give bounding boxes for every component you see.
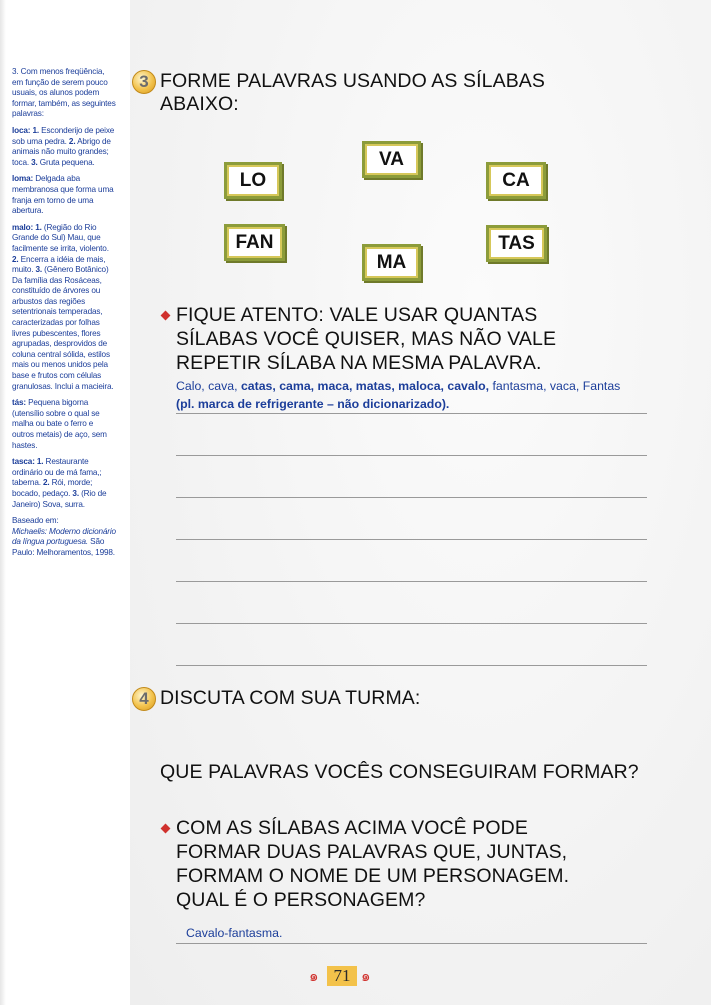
- swirl-ornament-right-icon: ๑: [361, 967, 371, 985]
- page-number: 71: [327, 966, 357, 986]
- answer-text: Calo, cava,: [176, 379, 241, 393]
- def-text: (Rio de Janeiro) Sova, surra.: [12, 488, 107, 509]
- section4-task-line4: QUAL É O PERSONAGEM?: [176, 889, 426, 911]
- term-tas: tás:: [12, 398, 26, 408]
- section4-task-line3: FORMAM O NOME DE UM PERSONAGEM.: [176, 865, 570, 887]
- answer-line: [176, 497, 647, 498]
- section4-question: QUE PALAVRAS VOCÊS CONSEGUIRAM FORMAR?: [160, 761, 639, 783]
- def-number: 2.: [12, 254, 19, 264]
- def-text: Rói, morde; bocado, pedaço.: [12, 478, 93, 498]
- section4-answer: Cavalo-fantasma.: [186, 926, 283, 940]
- term-loma: loma:: [12, 174, 34, 184]
- def-number: 1.: [36, 457, 44, 467]
- syllable-card-tas: TAS: [486, 225, 547, 262]
- def-number: 1.: [35, 222, 42, 232]
- section3-heading-line1: FORME PALAVRAS USANDO AS SÍLABAS: [160, 70, 546, 92]
- answer-text-bold: catas, cama, maca, matas, maloca, cavalo,: [240, 379, 493, 393]
- syllable-card-va: VA: [362, 141, 421, 178]
- def-number: 2.: [68, 136, 76, 146]
- definition-tas: [12, 398, 117, 451]
- section-number-4: 4: [132, 687, 156, 711]
- source-citation: [12, 516, 117, 558]
- source-publisher: São Paulo: Melhoramentos, 1998.: [12, 537, 115, 557]
- def-number: 3.: [35, 265, 43, 275]
- section4-task-line2: FORMAR DUAS PALAVRAS QUE, JUNTAS,: [176, 841, 568, 863]
- definition-loma: [12, 174, 117, 216]
- term-tasca: tasca:: [12, 457, 35, 467]
- term-malo: malo:: [12, 222, 34, 232]
- def-text: Delgada aba membranosa que forma uma franja em torno de uma abertura.: [12, 174, 114, 216]
- def-text: Encerra a idéia de mais, muito.: [12, 254, 106, 275]
- answer-line: [176, 413, 647, 414]
- source-label: Baseado em:: [12, 516, 59, 526]
- teacher-notes-sidebar: [12, 67, 117, 565]
- def-number: 1.: [32, 125, 40, 135]
- def-text: Pequena bigorna (utensílio sobre o qual se malha ou bate o ferro e outros metais) de aço, sem hastes.: [12, 398, 107, 450]
- section3-answer-line2: [176, 396, 449, 413]
- section3-heading-line2: ABAIXO:: [160, 93, 239, 115]
- definition-loca: [12, 126, 117, 168]
- answer-line: [176, 455, 647, 456]
- def-number: 2.: [42, 478, 50, 488]
- syllable-card-fan: FAN: [224, 224, 285, 261]
- section3-rule-line2: SÍLABAS VOCÊ QUISER, MAS NÃO VALE: [176, 328, 557, 350]
- section3-rule-line3: REPETIR SÍLABA NA MESMA PALAVRA.: [176, 352, 542, 374]
- def-text: Restaurante ordinário ou de má fama,; taberna.: [12, 457, 102, 488]
- answer-text-bold: (pl. marca de refrigerante – não dicionarizado).: [176, 397, 450, 411]
- def-text: (Gênero Botânico) Da família das Rosáceas, constituído de árvores ou arbustos das regiões setentrionais temperadas, caracterizadas por folhas livres pubescentes, flores agrupadas, desprovidos de coluna central sólida, estilos mais ou menos unidos pela base e frutos com células granulosas. Inclui a macieira.: [12, 265, 114, 391]
- def-text: Esconderijo de peixe sob uma pedra.: [12, 125, 115, 146]
- answer-line: [176, 943, 647, 944]
- section-number-3: 3: [132, 70, 156, 94]
- syllable-card-ma: MA: [362, 244, 421, 281]
- answer-line: [176, 665, 647, 666]
- definition-malo: [12, 223, 117, 393]
- answer-line: [176, 539, 647, 540]
- definition-tasca: [12, 457, 117, 510]
- page-edge: [0, 0, 6, 1005]
- swirl-ornament-left-icon: ๑: [309, 967, 319, 985]
- sidebar-intro: 3. Com menos freqüência, em função de serem pouco usuais, os alunos podem formar, também, as seguintes palavras:: [12, 67, 116, 119]
- def-text: (Região do Rio Grande do Sul) Mau, que facilmente se irrita, violento.: [12, 222, 109, 253]
- term-loca: loca:: [12, 125, 31, 135]
- section3-answer-line1: [176, 378, 656, 395]
- answer-text: fantasma, vaca, Fantas: [492, 379, 621, 393]
- source-title: Michaelis: Moderno dicionário da língua portuguesa.: [12, 526, 116, 547]
- syllable-card-ca: CA: [486, 162, 546, 199]
- answer-line: [176, 581, 647, 582]
- answer-line: [176, 623, 647, 624]
- section4-heading: DISCUTA COM SUA TURMA:: [160, 687, 421, 709]
- section3-rule-line1: FIQUE ATENTO: VALE USAR QUANTAS: [176, 304, 538, 326]
- syllable-card-lo: LO: [224, 162, 282, 199]
- def-text: Gruta pequena.: [37, 157, 95, 167]
- def-text: Abrigo de animais não muito grandes; toca.: [12, 136, 111, 167]
- section4-task-line1: COM AS SÍLABAS ACIMA VOCÊ PODE: [176, 817, 528, 839]
- def-number: 3.: [31, 157, 38, 167]
- def-number: 3.: [72, 488, 79, 498]
